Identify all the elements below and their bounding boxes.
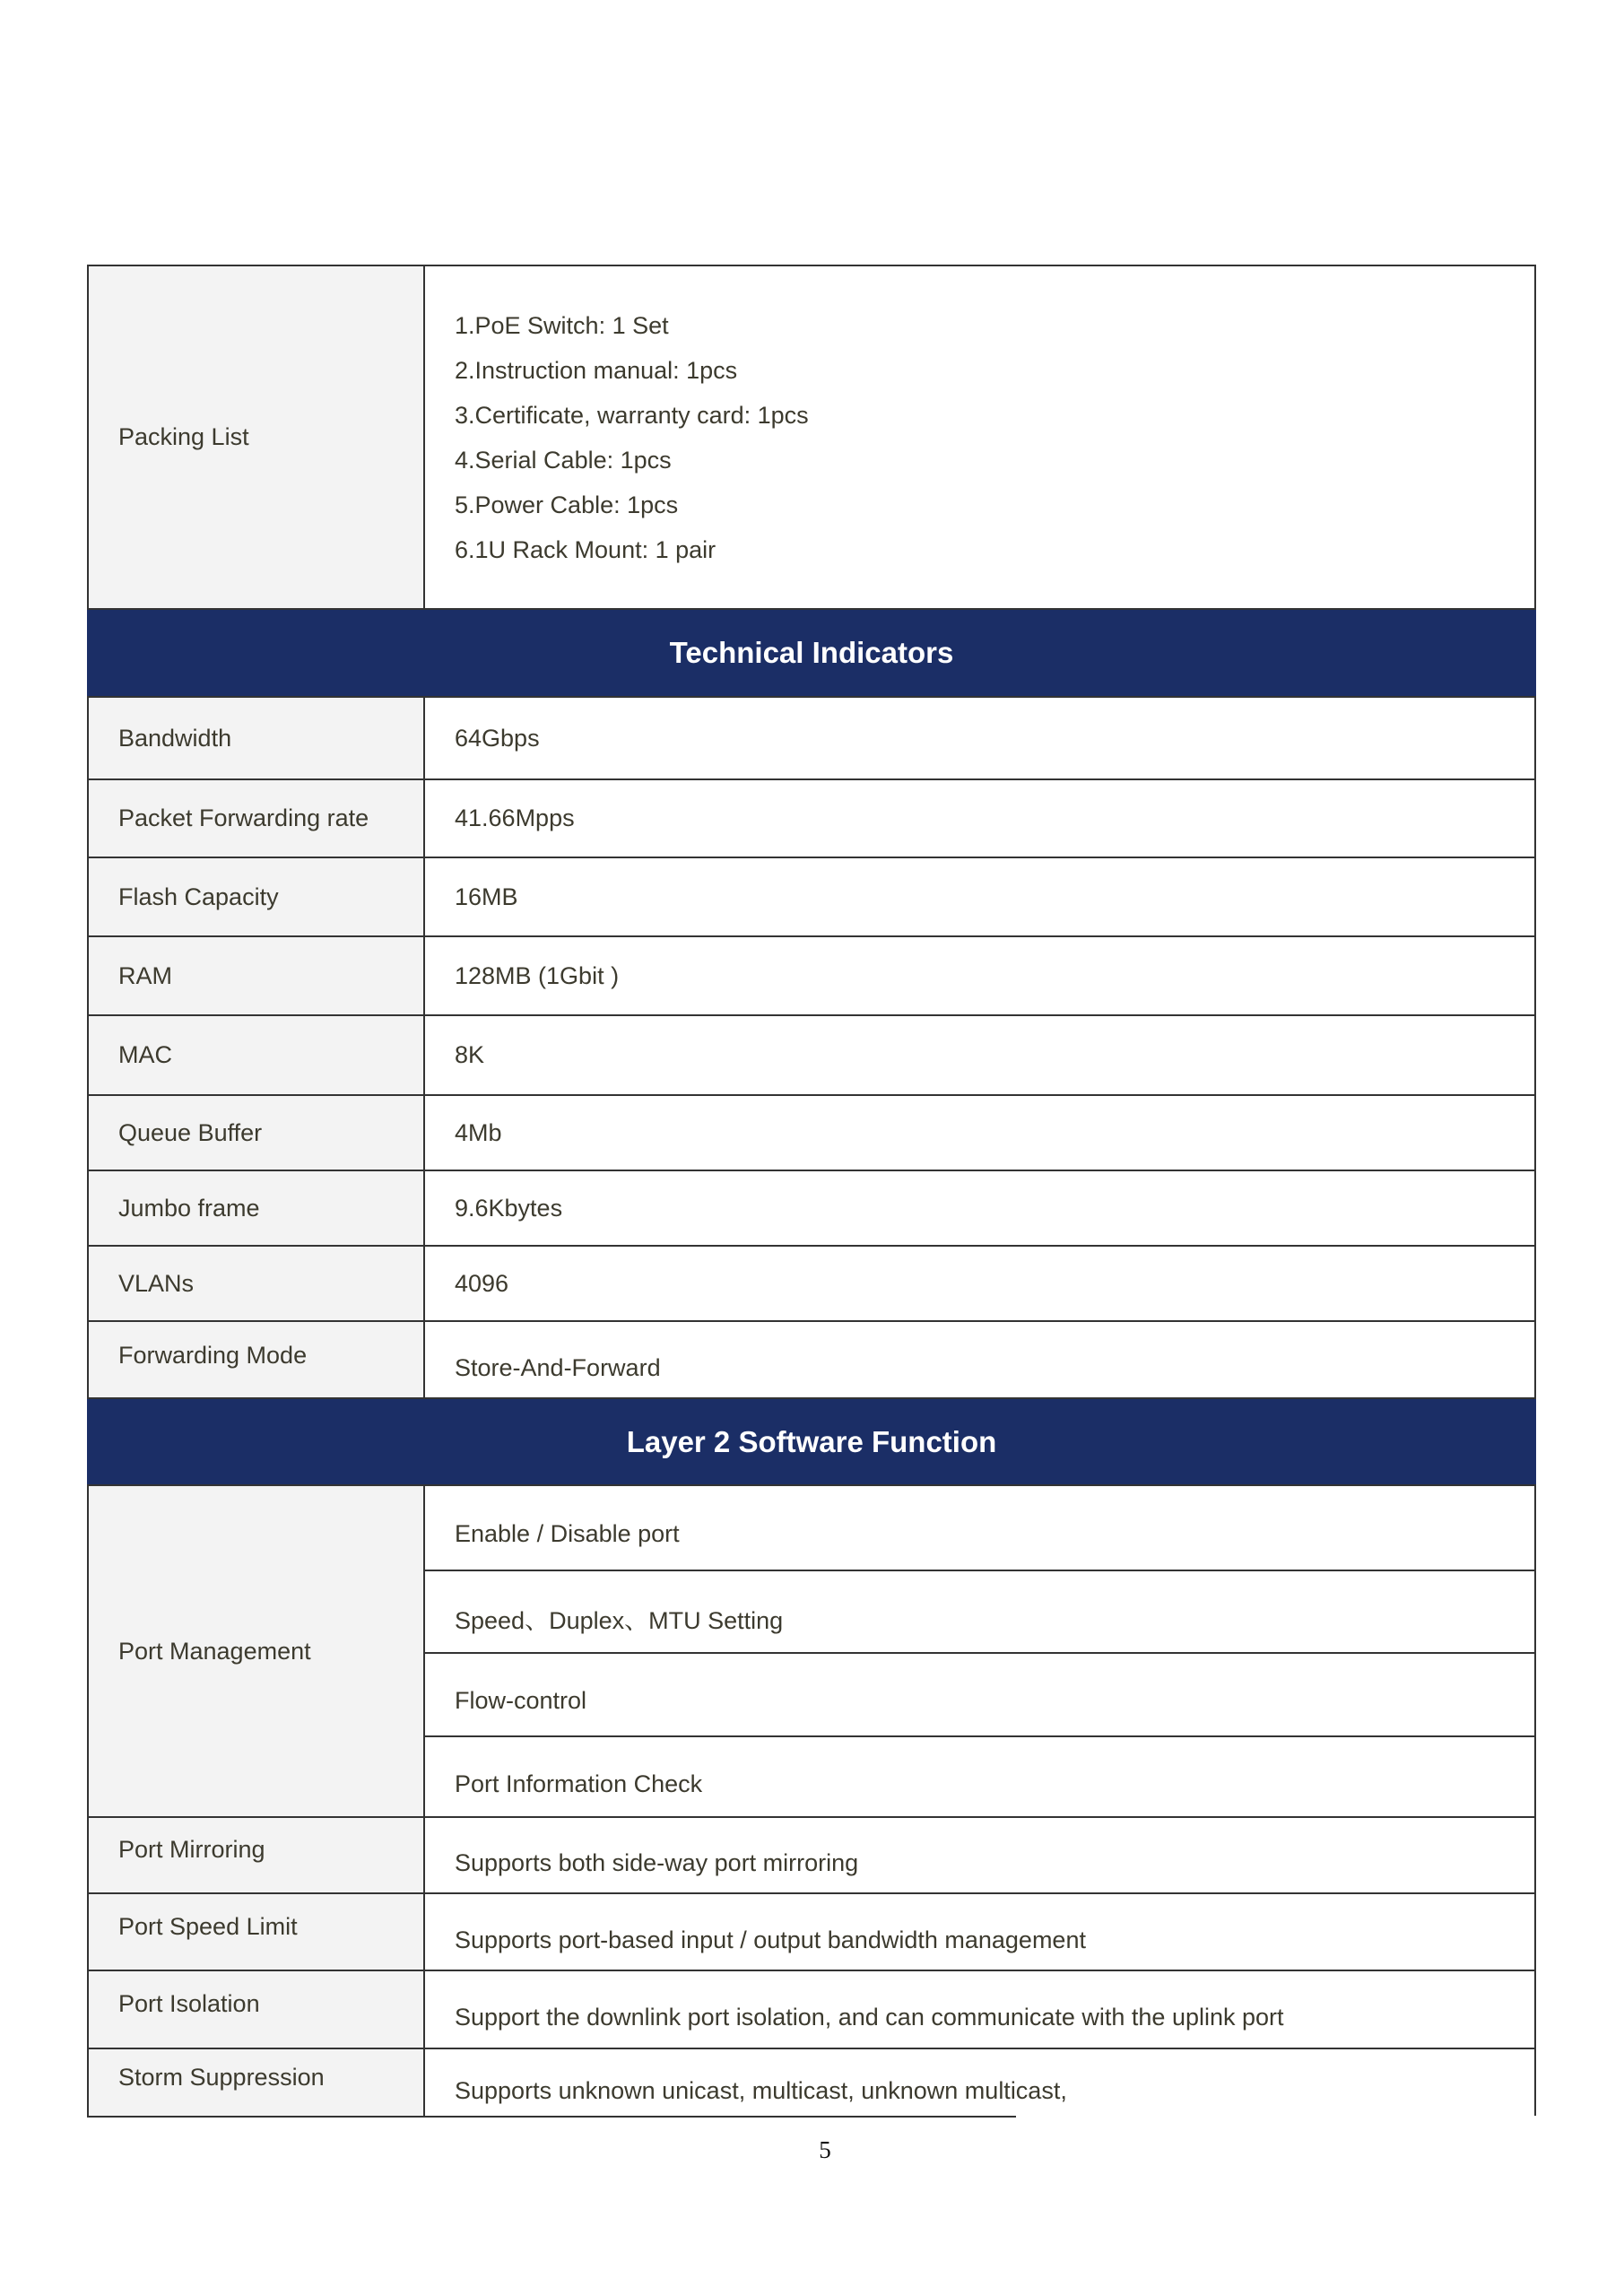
row-value: Supports port-based input / output bandwidth management — [425, 1894, 1536, 1970]
section-header-layer2: Layer 2 Software Function — [87, 1397, 1536, 1484]
row-value: 4096 — [425, 1247, 1536, 1320]
row-value: Support the downlink port isolation, and can communicate with the uplink port — [425, 1971, 1536, 2048]
row-value: 8K — [425, 1016, 1536, 1094]
sub-row: Enable / Disable port — [425, 1486, 1536, 1570]
list-item: 1.PoE Switch: 1 Set — [455, 311, 669, 339]
row-value: Store-And-Forward — [425, 1322, 1536, 1397]
row-value: 41.66Mpps — [425, 780, 1536, 857]
table-row — [87, 857, 1536, 935]
table-row-packing-list — [87, 265, 1536, 608]
row-label: MAC — [87, 1016, 425, 1094]
list-item: 4.Serial Cable: 1pcs — [455, 446, 672, 474]
sub-row: Speed、Duplex、MTU Setting — [425, 1570, 1536, 1652]
row-value: Supports both side-way port mirroring — [425, 1818, 1536, 1892]
row-value: 128MB (1Gbit ) — [425, 937, 1536, 1014]
row-label: Packing List — [87, 266, 425, 608]
row-label: Port Isolation — [87, 1971, 425, 2048]
row-value: Supports unknown unicast, multicast, unknown multicast, — [425, 2049, 1536, 2116]
row-label: Port Mirroring — [87, 1818, 425, 1892]
table-row — [87, 1320, 1536, 1397]
section-header-technical: Technical Indicators — [87, 608, 1536, 696]
row-label: Queue Buffer — [87, 1096, 425, 1170]
table-row — [87, 1816, 1536, 1892]
sub-row: Flow-control — [425, 1652, 1536, 1735]
packing-list-items — [425, 266, 1536, 608]
row-label: RAM — [87, 937, 425, 1014]
table-row — [87, 1094, 1536, 1170]
row-label: Port Management — [87, 1486, 425, 1816]
page-number: 5 — [819, 2136, 831, 2163]
table-row — [87, 1892, 1536, 1970]
row-label: Storm Suppression — [87, 2049, 425, 2116]
list-item: 2.Instruction manual: 1pcs — [455, 356, 738, 384]
row-label: Forwarding Mode — [87, 1322, 425, 1397]
row-label: Bandwidth — [87, 698, 425, 778]
row-label: Port Speed Limit — [87, 1894, 425, 1970]
table-row — [87, 1014, 1536, 1094]
table-row — [87, 1170, 1536, 1245]
list-item: 3.Certificate, warranty card: 1pcs — [455, 401, 809, 429]
list-item: 6.1U Rack Mount: 1 pair — [455, 535, 716, 563]
row-label: Flash Capacity — [87, 858, 425, 935]
list-item: 5.Power Cable: 1pcs — [455, 491, 679, 518]
table-row — [87, 1245, 1536, 1320]
table-row — [87, 1970, 1536, 2048]
row-value: 4Mb — [425, 1096, 1536, 1170]
table-row-port-management — [87, 1484, 1536, 1816]
sub-row: Port Information Check — [425, 1735, 1536, 1818]
row-label: VLANs — [87, 1247, 425, 1320]
row-value: 9.6Kbytes — [425, 1171, 1536, 1245]
row-value: 64Gbps — [425, 698, 1536, 778]
row-label: Jumbo frame — [87, 1171, 425, 1245]
table-row — [87, 935, 1536, 1014]
table-bottom-border — [87, 2116, 1016, 2118]
row-value: 16MB — [425, 858, 1536, 935]
row-label: Packet Forwarding rate — [87, 780, 425, 857]
table-row — [87, 778, 1536, 857]
table-row — [87, 696, 1536, 778]
table-row — [87, 2048, 1536, 2116]
